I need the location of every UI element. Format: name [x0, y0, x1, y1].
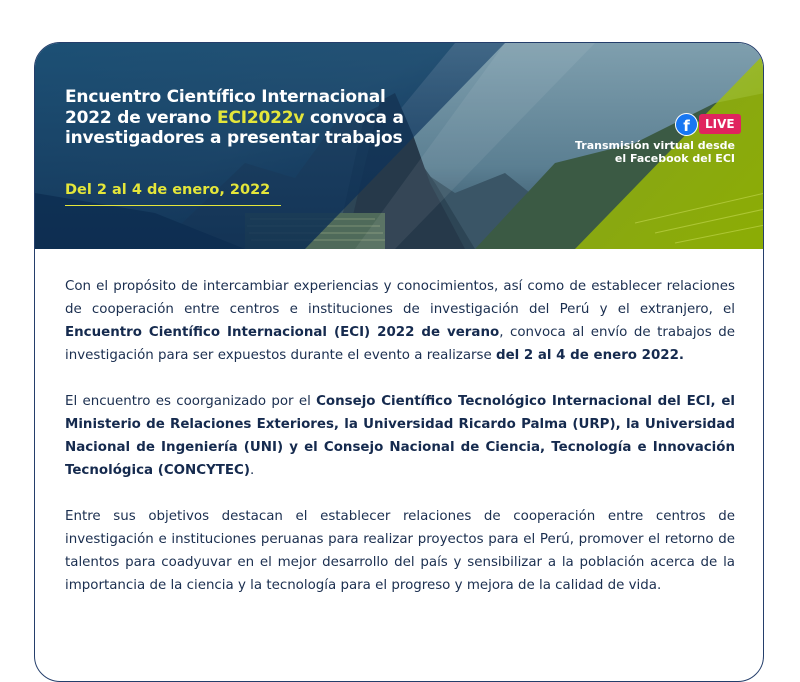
- paragraph-objectives: Entre sus objetivos destacan el establecer relaciones de cooperación entre centros de investigación e instituciones peruanas para realizar proyectos para el Perú, promover el retorno de talentos para coadyuvar en el mejor desarrollo del país y sensibilizar a la población acerca de la importancia de la ciencia y la tecnología para el progreso y mejora de la calidad de vida.: [65, 509, 735, 593]
- text-run: Con el propósito de intercambiar experiencias y conocimientos, así como de establecer relaciones de cooperación entre centros e instituciones de investigación del Perú y el extranjero, el: [65, 279, 735, 317]
- headline: [65, 87, 425, 149]
- organizers-list: Consejo Científico Tecnológico Internacional del ECI, el Ministerio de Relaciones Exteriores, la Universidad Ricardo Palma (URP), la Universidad Nacional de Ingeniería (UNI) y el Consejo Nacional de Ciencia, Tecnología e Innovación Tecnológica (CONCYTEC): [65, 394, 736, 478]
- event-date: Del 2 al 4 de enero, 2022: [65, 182, 271, 198]
- live-label: LIVE: [699, 114, 741, 134]
- text-run: , convoca al envío de trabajos de investigación para ser expuestos durante el evento a realizarse: [65, 325, 736, 363]
- date-divider: [65, 205, 281, 206]
- headline-event-code: ECI2022v: [217, 107, 305, 128]
- hero-banner: [35, 43, 764, 249]
- text-run: .: [250, 463, 255, 478]
- event-dates-bold: del 2 al 4 de enero 2022.: [496, 348, 685, 363]
- stream-note: Transmisión virtual desde el Facebook del ECI: [575, 139, 735, 165]
- facebook-icon: f: [676, 114, 697, 135]
- event-name: Encuentro Científico Internacional (ECI) 2022 de verano: [65, 325, 500, 340]
- article-body: [65, 275, 735, 620]
- text-run: El encuentro es coorganizado por el: [65, 394, 317, 409]
- headline-text: Encuentro Científico Internacional 2022 de verano: [65, 87, 386, 128]
- newsletter-card: [34, 42, 764, 682]
- facebook-live-badge: [676, 113, 741, 135]
- headline-text-end: convoca a investigadores a presentar trabajos: [65, 107, 404, 148]
- paragraph-intro: [65, 275, 735, 367]
- paragraph-organizers: [65, 390, 735, 482]
